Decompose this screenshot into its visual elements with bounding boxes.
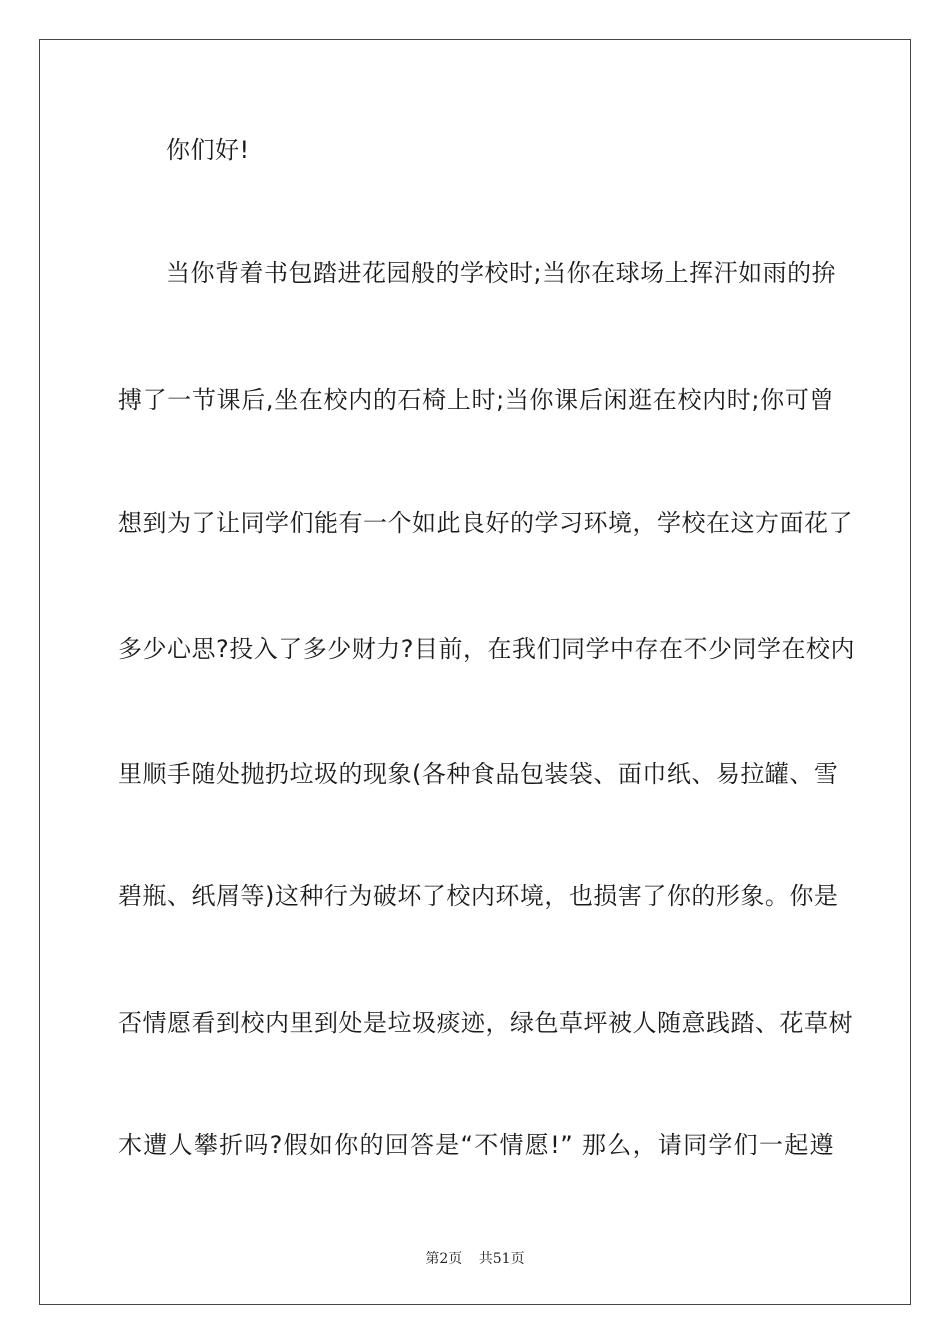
- paragraph-line-3: 想到为了让同学们能有一个如此良好的学习环境，学校在这方面花了: [118, 509, 853, 537]
- greeting-text: 你们好!: [166, 136, 250, 164]
- page-border: [39, 39, 911, 1305]
- page-total: 共51页: [478, 1251, 525, 1267]
- paragraph-line-6: 碧瓶、纸屑等)这种行为破坏了校内环境，也损害了你的形象。你是: [118, 882, 839, 910]
- paragraph-line-8: 木遭人攀折吗?假如你的回答是“不情愿!” 那么，请同学们一起遵: [118, 1131, 834, 1159]
- page-number: 第2页: [425, 1251, 463, 1267]
- paragraph-line-5: 里顺手随处抛扔垃圾的现象(各种食品包装袋、面巾纸、易拉罐、雪: [118, 760, 839, 788]
- paragraph-line-1: 当你背着书包踏进花园般的学校时;当你在球场上挥汗如雨的拚: [166, 259, 837, 287]
- paragraph-line-7: 否情愿看到校内里到处是垃圾痰迹，绿色草坪被人随意践踏、花草树: [118, 1009, 853, 1037]
- paragraph-line-2: 搏了一节课后,坐在校内的石椅上时;当你课后闲逛在校内时;你可曾: [118, 386, 834, 414]
- paragraph-line-4: 多少心思?投入了多少财力?目前，在我们同学中存在不少同学在校内: [118, 635, 855, 663]
- page-footer: [0, 1248, 950, 1268]
